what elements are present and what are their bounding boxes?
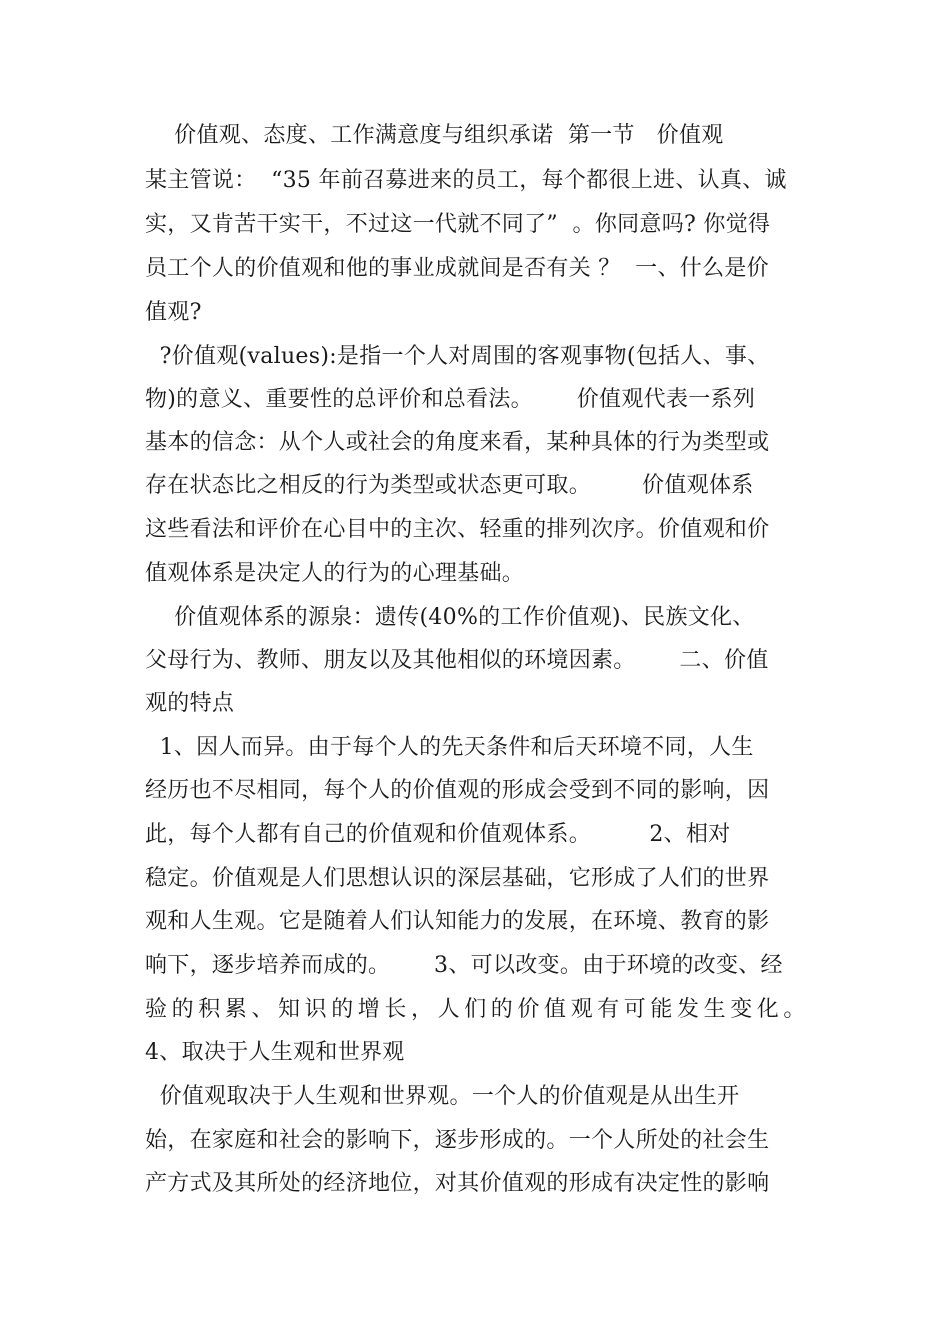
text-line: 价值观体系的源泉：遗传(40%的工作价值观)、民族文化、 — [145, 605, 755, 630]
text-line: ?价值观(values):是指一个人对周围的客观事物(包括人、事、 — [145, 344, 770, 369]
text-line: 父母行为、教师、朋友以及其他相似的环境因素。 二、价值 — [145, 648, 769, 673]
text-line: 值观体系是决定人的行为的心理基础。 — [145, 561, 525, 586]
text-line: 存在状态比之相反的行为类型或状态更可取。 价值观体系 — [145, 473, 754, 498]
text-line: 某主管说： “35 年前召募进来的员工，每个都很上进、认真、诚 — [145, 168, 787, 193]
text-line: 观的特点 — [145, 691, 235, 716]
text-line: 物)的意义、重要性的总评价和总看法。 价值观代表一系列 — [145, 387, 756, 412]
text-line: 这些看法和评价在心目中的主次、轻重的排列次序。价值观和价 — [145, 517, 770, 542]
text-line: 价值观、态度、工作满意度与组织承诺 第一节 价值观 — [145, 123, 724, 148]
text-line: 值观? — [145, 300, 202, 325]
text-line: 观和人生观。它是随着人们认知能力的发展，在环境、教育的影 — [145, 909, 770, 934]
text-line: 1、因人而异。由于每个人的先天条件和后天环境不同，人生 — [145, 735, 754, 760]
text-line: 响下，逐步培养而成的。 3、可以改变。由于环境的改变、经 — [145, 953, 783, 978]
text-line: 基本的信念：从个人或社会的角度来看，某种具体的行为类型或 — [145, 430, 770, 455]
text-line: 实，又肯苦干实干，不过这一代就不同了” 。你同意吗? 你觉得 — [145, 212, 771, 237]
text-line: 员工个人的价值观和他的事业成就间是否有关 ？ 一、什么是价 — [145, 256, 769, 281]
text-line: 价值观取决于人生观和世界观。一个人的价值观是从出生开 — [145, 1084, 740, 1109]
text-line: 此，每个人都有自己的价值观和价值观体系。 2、相对 — [145, 822, 731, 847]
text-line: 验的积累、知识的增长，人们的价值观有可能发生变化。 — [145, 997, 811, 1022]
text-line: 始，在家庭和社会的影响下，逐步形成的。一个人所处的社会生 — [145, 1128, 770, 1153]
text-line: 4、取决于人生观和世界观 — [145, 1040, 405, 1065]
text-line: 稳定。价值观是人们思想认识的深层基础，它形成了人们的世界 — [145, 866, 770, 891]
text-line: 经历也不尽相同，每个人的价值观的形成会受到不同的影响，因 — [145, 778, 770, 803]
text-line: 产方式及其所处的经济地位，对其价值观的形成有决定性的影响 — [145, 1171, 770, 1196]
